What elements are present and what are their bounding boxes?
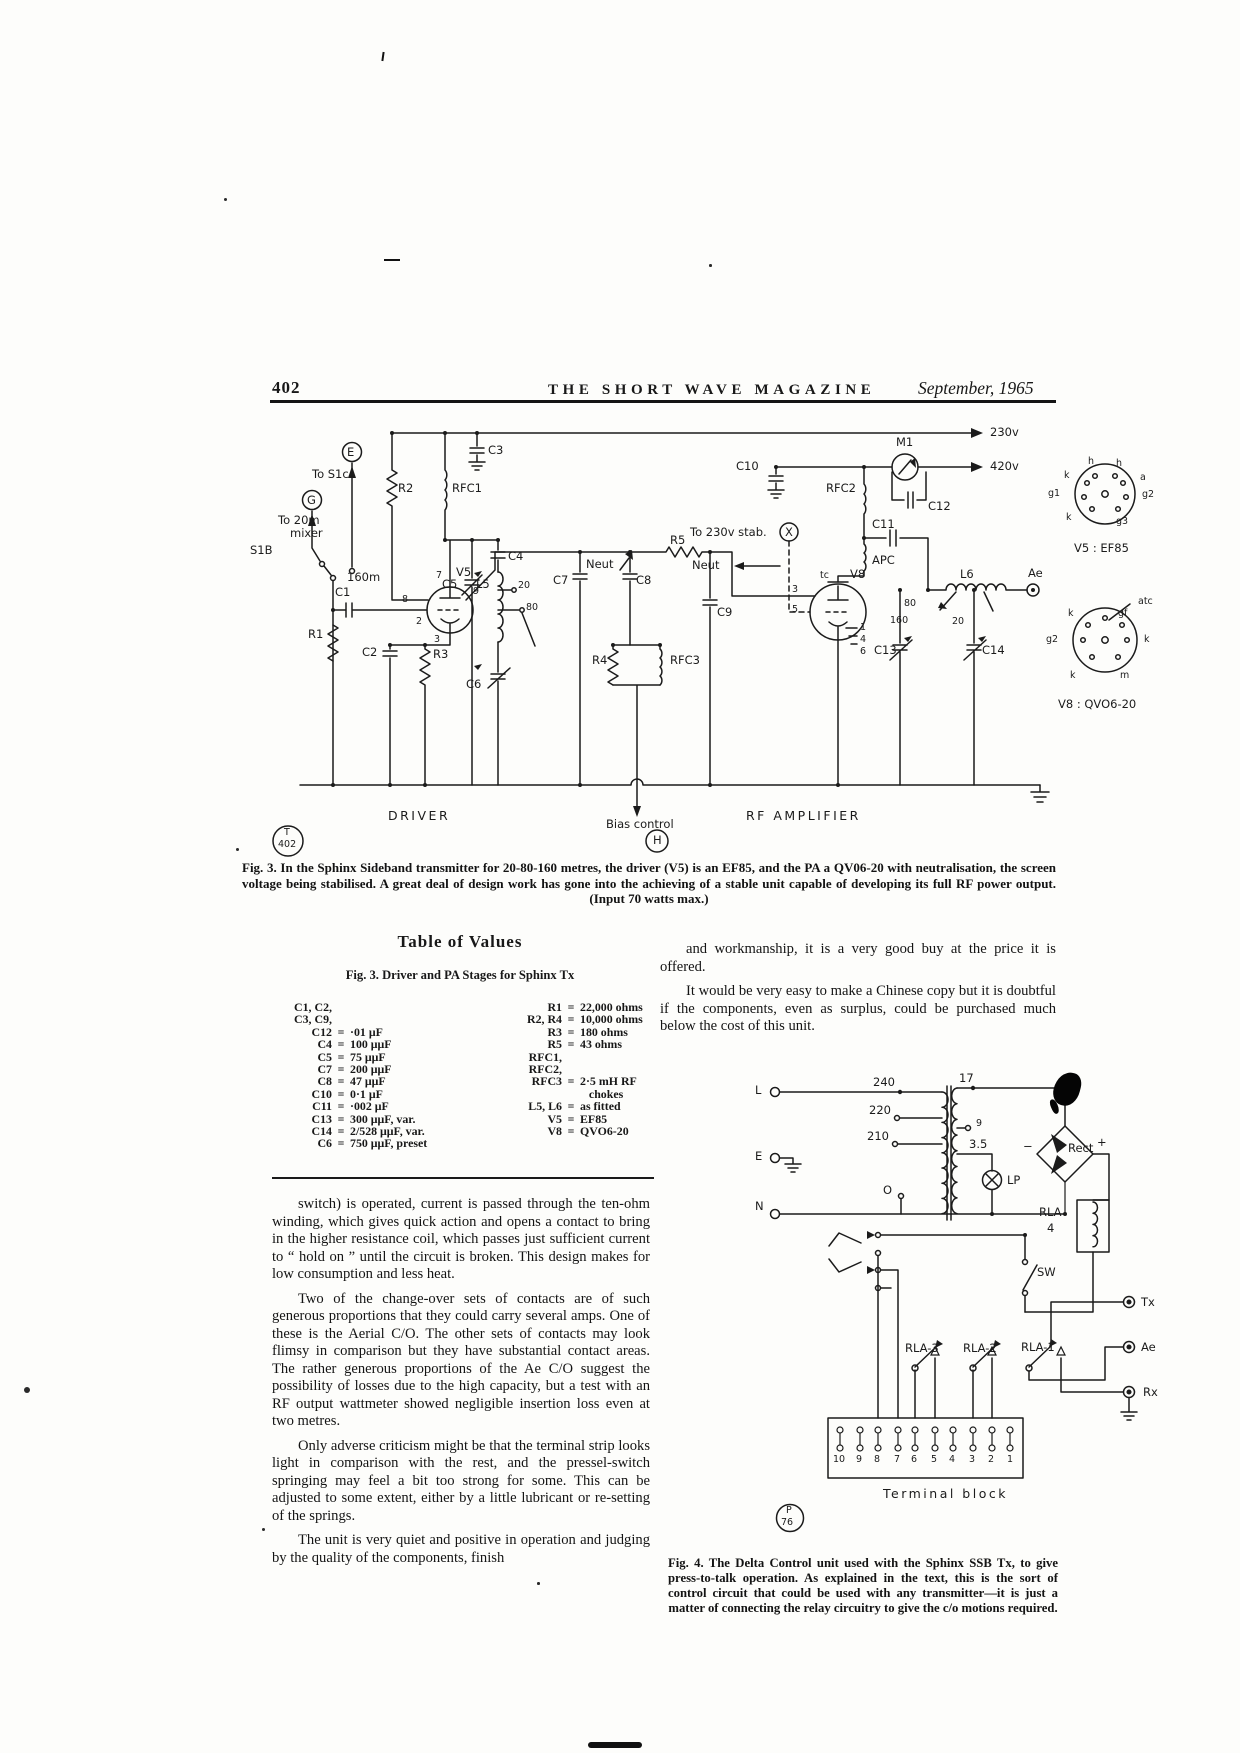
schematic-label: C3: [488, 443, 504, 457]
schematic-label: C6: [466, 677, 482, 691]
equals-sign: =: [567, 1000, 575, 1014]
schematic-label: 2: [416, 616, 423, 627]
component-name: R1: [547, 1000, 562, 1014]
schematic-label: g1: [1048, 488, 1061, 499]
body-paragraph: It would be very easy to make a Chinese copy but it is doubtful if the components, even as surplus, could be purchased much below the cost of this unit.: [660, 983, 1056, 1034]
schematic-label: C12: [928, 499, 951, 513]
equals-sign: =: [337, 1074, 345, 1089]
component-name: C5: [317, 1049, 332, 1064]
equals-sign: =: [567, 1074, 575, 1089]
schematic-label: tc: [820, 570, 829, 581]
schematic-label: L5: [476, 577, 490, 591]
table-row: [246, 1137, 456, 1149]
schematic-label: Neut: [586, 557, 614, 571]
fig4-schematic: [735, 1050, 1165, 1550]
schematic-label: 220: [869, 1103, 891, 1117]
schematic-label: RFC3: [670, 653, 700, 667]
schematic-label: R5: [670, 533, 686, 547]
schematic-label: LP: [1007, 1173, 1021, 1187]
schematic-label: k: [1068, 608, 1074, 619]
equals-sign: =: [337, 1037, 345, 1052]
schematic-label: RLA: [1039, 1205, 1062, 1219]
component-name: RFC3: [531, 1074, 562, 1089]
body-paragraph: Only adverse criticism might be that the terminal strip looks light in comparison with the rest, and the pressel-switch springing may feel a bit too strong for some. This can be adjusted to some extent, either by a little lubricant or re-setting of the springs.: [272, 1437, 650, 1524]
schematic-label: k: [1144, 634, 1150, 645]
schematic-label: 3: [434, 634, 441, 645]
schematic-label: 8: [874, 1454, 881, 1465]
schematic-label: L6: [960, 567, 974, 581]
schematic-label: mixer: [290, 526, 323, 540]
fig4-caption: Fig. 4. The Delta Control unit used with the Sphinx SSB Tx, to give press-to-talk operation. As explained in the text, this is the sort of control circuit that could be used with any transmitter—it is just a matter of connecting the relay circuitry to give the c/o motions required.: [668, 1556, 1058, 1615]
schematic-label: C11: [872, 517, 895, 531]
schematic-label: P: [786, 1505, 792, 1516]
schematic-label: X: [785, 525, 793, 539]
table-row: [246, 1001, 456, 1013]
equals-sign: =: [567, 1037, 575, 1052]
page-number: 402: [272, 378, 301, 397]
schematic-label: 4: [860, 634, 867, 645]
component-name: C7: [317, 1062, 332, 1077]
component-name: C12: [311, 1024, 332, 1039]
component-value: ·002 μF: [350, 1099, 389, 1114]
schematic-label: gf: [1118, 608, 1128, 619]
schematic-label: T: [284, 827, 290, 838]
equals-sign: [332, 1013, 350, 1025]
schematic-label: V8: [850, 567, 866, 581]
schematic-label: C4: [508, 549, 524, 563]
schematic-label: 210: [867, 1129, 889, 1143]
schematic-label: S1B: [250, 543, 273, 557]
scan-speck: [236, 848, 239, 851]
fig4-circuit-lines: [735, 1050, 1165, 1550]
schematic-label: a: [1140, 472, 1146, 483]
component-name: R2, R4: [526, 1012, 562, 1027]
schematic-label: M1: [896, 435, 914, 449]
schematic-label: 80: [526, 602, 539, 613]
schematic-label: 402: [278, 839, 297, 850]
schematic-label: Rx: [1143, 1385, 1158, 1399]
schematic-label: 2: [988, 1454, 995, 1465]
component-value: as fitted: [580, 1099, 621, 1114]
schematic-label: atc: [1138, 596, 1153, 607]
header-rule: [270, 400, 1056, 403]
schematic-label: 6: [911, 1454, 918, 1465]
schematic-label: k: [1064, 470, 1070, 481]
component-name: C11: [312, 1099, 332, 1114]
component-name: R3: [547, 1024, 562, 1039]
schematic-label: RLA-1: [1021, 1340, 1055, 1354]
component-name: C13: [311, 1111, 332, 1126]
table-row: [246, 1038, 456, 1050]
schematic-label: +: [1097, 1135, 1107, 1149]
schematic-label: APC: [872, 553, 895, 567]
scan-speck: [262, 1528, 265, 1531]
equals-sign: =: [337, 1111, 345, 1126]
schematic-label: RLA-2: [963, 1341, 997, 1355]
schematic-label: C5: [442, 577, 458, 591]
body-paragraph: switch) is operated, current is passed through the ten-ohm winding, which gives quick action and opens a contact to bring in the higher resistance coil, which passes just sufficient current to “ hold on ” until the circuit is broken. This design makes for low consumption and less heat.: [272, 1196, 650, 1282]
equals-sign: =: [337, 1086, 345, 1101]
scan-speck: [224, 198, 227, 201]
schematic-label: h: [1088, 456, 1095, 467]
equals-sign: =: [567, 1124, 575, 1139]
schematic-label: R3: [433, 647, 449, 661]
schematic-label: m: [1120, 670, 1130, 681]
schematic-label: 160: [890, 615, 909, 626]
body-paragraph: and workmanship, it is a very good buy at the price it is offered.: [660, 941, 1056, 975]
schematic-label: Ae: [1141, 1340, 1156, 1354]
equals-sign: =: [337, 1136, 345, 1151]
component-name: C6: [317, 1136, 332, 1151]
equals-sign: =: [567, 1099, 575, 1114]
schematic-label: k: [1070, 670, 1076, 681]
schematic-label: 230v: [990, 425, 1019, 439]
schematic-label: L: [755, 1083, 762, 1097]
scan-speck: [537, 1582, 540, 1585]
schematic-label: SW: [1037, 1265, 1056, 1279]
equals-sign: =: [337, 1062, 345, 1077]
fig3-schematic: [240, 420, 1180, 865]
schematic-label: H: [653, 833, 662, 847]
table-row: [498, 1038, 673, 1050]
component-value: 2·5 mH RF: [580, 1074, 637, 1089]
component-name: RFC1,: [528, 1049, 562, 1064]
component-name: L5, L6: [528, 1099, 562, 1114]
equals-sign: =: [567, 1024, 575, 1039]
schematic-label: g2: [1142, 489, 1155, 500]
schematic-label: 76: [781, 1517, 794, 1528]
schematic-label: R2: [398, 481, 414, 495]
schematic-label: C13: [874, 643, 897, 657]
component-name: C4: [317, 1037, 332, 1052]
schematic-label: E: [347, 445, 355, 459]
schematic-label: Ae: [1028, 566, 1043, 580]
schematic-label: O: [883, 1183, 893, 1197]
schematic-label: Neut: [692, 558, 720, 572]
schematic-label: h: [1116, 458, 1123, 469]
component-name: C8: [317, 1074, 332, 1089]
issue-date: September, 1965: [918, 378, 1034, 398]
equals-sign: =: [567, 1012, 575, 1027]
schematic-label: 420v: [990, 459, 1019, 473]
schematic-label: C9: [717, 605, 733, 619]
equals-sign: =: [337, 1024, 345, 1039]
table-row: [246, 1013, 456, 1025]
schematic-label: 6: [860, 646, 867, 657]
table-row: [498, 1013, 673, 1025]
schematic-label: 5: [931, 1454, 938, 1465]
schematic-label: −: [1023, 1139, 1033, 1153]
component-value: 0·1 μF: [350, 1086, 383, 1101]
schematic-label: 5: [792, 604, 799, 615]
schematic-label: Terminal block: [883, 1486, 1008, 1501]
schematic-label: C8: [636, 573, 652, 587]
table-left-column: [246, 1001, 456, 1150]
equals-sign: =: [567, 1111, 575, 1126]
margin-dot: [24, 1387, 30, 1393]
component-value: 10,000 ohms: [580, 1012, 643, 1027]
scan-speck: [381, 52, 384, 61]
equals-sign: =: [337, 1049, 345, 1064]
schematic-label: RFC2: [826, 481, 856, 495]
schematic-label: 80: [904, 598, 917, 609]
schematic-label: To 230v stab.: [690, 525, 767, 539]
scan-speck: [384, 259, 400, 261]
schematic-label: 9: [856, 1454, 863, 1465]
schematic-label: Bias control: [606, 817, 674, 831]
schematic-label: 1: [860, 622, 867, 633]
schematic-label: G: [307, 493, 316, 507]
schematic-label: 4: [1047, 1221, 1055, 1235]
component-value: ·01 μF: [350, 1024, 383, 1039]
scan-speck: [709, 264, 712, 267]
equals-sign: [332, 1001, 350, 1013]
schematic-label: C14: [982, 643, 1005, 657]
schematic-label: k: [1066, 512, 1072, 523]
scan-edge-mark: [588, 1742, 642, 1748]
component-value: 300 μμF, var.: [350, 1111, 416, 1126]
schematic-label: 20: [952, 616, 965, 627]
component-name: C3, C9,: [294, 1012, 332, 1027]
schematic-label: g3: [1116, 516, 1129, 527]
schematic-label: C1: [335, 585, 351, 599]
component-name: R5: [547, 1037, 562, 1052]
fig3-circuit-lines: [240, 420, 1180, 865]
schematic-label: 20: [518, 580, 531, 591]
equals-sign: =: [337, 1124, 345, 1139]
component-value: 2/528 μμF, var.: [350, 1124, 425, 1139]
schematic-label: g2: [1046, 634, 1059, 645]
component-value: EF85: [580, 1111, 608, 1126]
body-paragraph: Two of the change-over sets of contacts are of such generous proportions that they could carry several amps. One of these is the Aerial C/O. The other sets of contacts may look flimsy in comparison but they have substantial contact areas. The rather generous proportions of the Ae C/O suggest the possibility of losses due to the high capacity, but a test with an RF output wattmeter showed negligible insertion loss even at two metres.: [272, 1290, 650, 1429]
component-value: 750 μμF, preset: [350, 1136, 428, 1151]
schematic-label: N: [755, 1199, 764, 1213]
table-row: [246, 1100, 456, 1112]
table-row: [498, 1075, 673, 1087]
schematic-label: E: [755, 1149, 763, 1163]
schematic-label: To S1c: [312, 467, 349, 481]
magazine-title: THE SHORT WAVE MAGAZINE: [548, 382, 876, 398]
table-subtitle: Fig. 3. Driver and PA Stages for Sphinx Tx: [345, 968, 575, 982]
right-text-column: [660, 941, 1056, 1043]
schematic-label: RFC1: [452, 481, 482, 495]
schematic-label: 9: [976, 1118, 983, 1129]
schematic-label: V5: [456, 565, 472, 579]
schematic-label: Rect: [1068, 1141, 1094, 1155]
component-name: V8: [547, 1124, 562, 1139]
component-value: 75 μμF: [350, 1049, 386, 1064]
schematic-label: C7: [553, 573, 569, 587]
body-paragraph: The unit is very quiet and positive in operation and judging by the quality of the components, finish: [272, 1532, 650, 1566]
schematic-label: C2: [362, 645, 378, 659]
schematic-label: 3: [792, 584, 799, 595]
component-value: 22,000 ohms: [580, 1000, 643, 1014]
schematic-label: 160m: [347, 570, 381, 584]
component-value: 47 μμF: [350, 1074, 386, 1089]
component-value: QVO6-20: [580, 1124, 629, 1139]
component-value: 200 μμF: [350, 1062, 392, 1077]
schematic-label: 8: [402, 594, 409, 605]
schematic-label: 3: [969, 1454, 976, 1465]
schematic-label: RF AMPLIFIER: [746, 808, 861, 823]
component-name: C10: [311, 1086, 332, 1101]
component-value: 180 ohms: [580, 1024, 628, 1039]
schematic-label: 3.5: [969, 1137, 988, 1151]
component-value: 100 μμF: [350, 1037, 392, 1052]
table-title: Table of Values: [397, 932, 523, 951]
left-text-column: [272, 1196, 650, 1574]
schematic-label: R1: [308, 627, 324, 641]
table-row: [498, 1100, 673, 1112]
schematic-label: 17: [959, 1071, 974, 1085]
schematic-label: C10: [736, 459, 759, 473]
schematic-label: 240: [873, 1075, 895, 1089]
schematic-label: DRIVER: [388, 808, 451, 823]
component-name: C1, C2,: [294, 1000, 332, 1014]
component-value: chokes: [580, 1086, 624, 1101]
schematic-label: To 20m: [278, 513, 320, 527]
component-name: RFC2,: [528, 1062, 562, 1077]
schematic-label: 4: [949, 1454, 956, 1465]
table-row: [498, 1125, 673, 1137]
table-row: [498, 1051, 673, 1063]
schematic-label: 1: [1007, 1454, 1014, 1465]
fig3-caption: Fig. 3. In the Sphinx Sideband transmitter for 20-80-160 metres, the driver (V5) is an EF85, and the PA a QV06-20 with neutralisation, the screen voltage being stabilised. A great deal of design work has gone into the achieving of a stable unit capable of developing its full RF power output. (Input 70 watts max.): [242, 860, 1056, 907]
component-value: 43 ohms: [580, 1037, 622, 1052]
schematic-label: V8 : QVO6-20: [1058, 697, 1137, 711]
component-name: V5: [547, 1111, 562, 1126]
schematic-label: 9: [473, 586, 480, 597]
equals-sign: =: [337, 1099, 345, 1114]
schematic-label: V5 : EF85: [1074, 541, 1129, 555]
schematic-label: 7: [436, 570, 443, 581]
component-name: C14: [311, 1124, 332, 1139]
schematic-label: RLA-3: [905, 1341, 939, 1355]
schematic-label: 7: [894, 1454, 901, 1465]
table-right-column: [498, 1001, 673, 1137]
schematic-label: 10: [833, 1454, 846, 1465]
schematic-label: R4: [592, 653, 608, 667]
table-divider-rule: [272, 1177, 654, 1179]
table-row: [246, 1075, 456, 1087]
schematic-label: Tx: [1141, 1295, 1155, 1309]
equals-sign: [562, 1051, 580, 1063]
